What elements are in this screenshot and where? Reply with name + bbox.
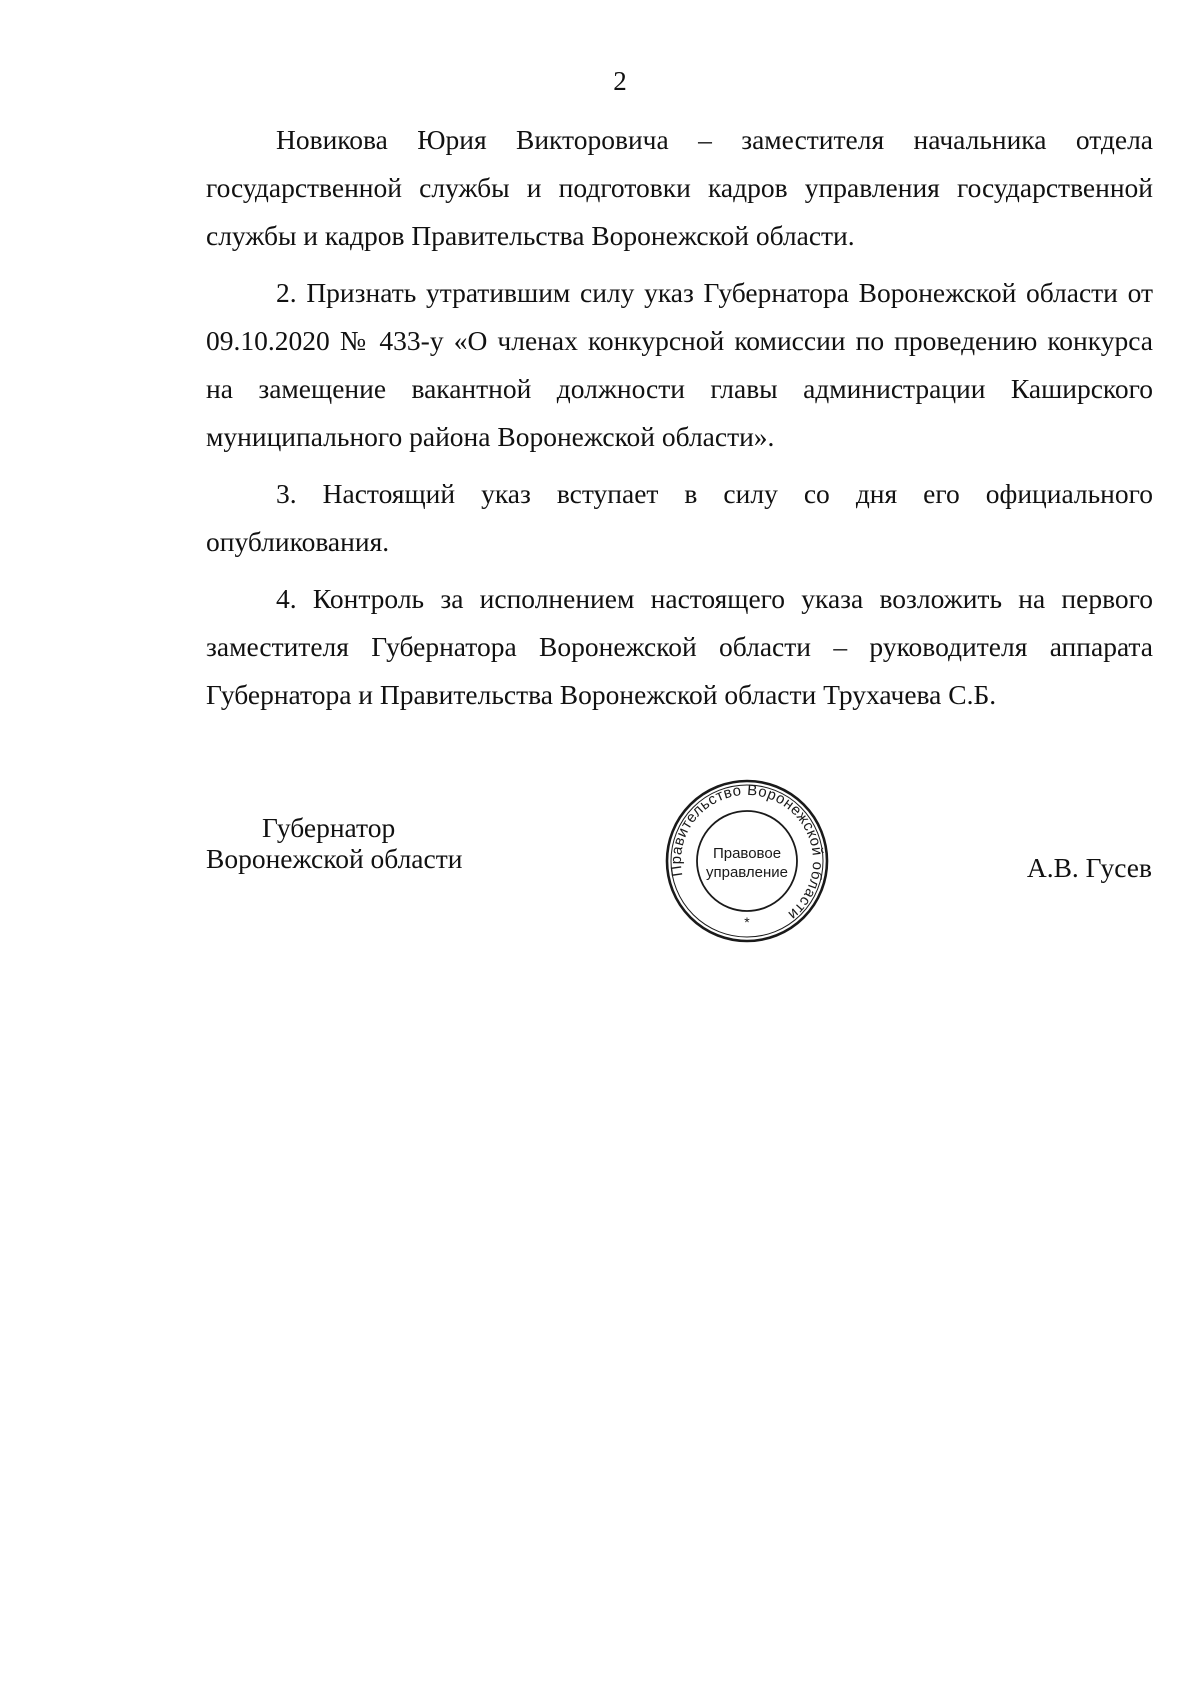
seal-center-line-2: управление: [705, 864, 789, 881]
paragraph-appointee: Новикова Юрия Викторовича – заместителя начальника отдела государственной службы и подготовки кадров управления государственной службы и кадров Правительства Воронежской области.: [206, 124, 1153, 251]
paragraph-item-3: 3. Настоящий указ вступает в силу со дня его официального опубликования.: [206, 478, 1153, 557]
signature-block: [0, 781, 1200, 950]
document-body: [206, 116, 1153, 728]
seal-star: *: [744, 914, 750, 930]
official-seal: [664, 778, 830, 944]
signatory-title-line-2: Воронежской области: [206, 843, 463, 874]
signatory-title: [206, 812, 462, 874]
paragraph-item-2: 2. Признать утратившим силу указ Губернатора Воронежской области от 09.10.2020 № 433-у «О членах конкурсной комиссии по проведению конкурса на замещение вакантной должности главы администрации Каширского муниципального района Воронежской области».: [206, 277, 1153, 452]
seal-center-line-1: Правовое: [712, 845, 782, 862]
seal-graphic: [664, 778, 830, 944]
seal-ring-text: Правительство Воронежской области: [667, 781, 827, 924]
signatory-name: А.В. Гусев: [1026, 852, 1152, 883]
paragraph-item-4: 4. Контроль за исполнением настоящего указа возложить на первого заместителя Губернатора Воронежской области – руководителя аппарата Губернатора и Правительства Воронежской области Трухачева С.Б.: [206, 583, 1153, 710]
signatory-title-line-1: Губернатор: [262, 812, 396, 843]
page-number: 2: [613, 66, 627, 96]
